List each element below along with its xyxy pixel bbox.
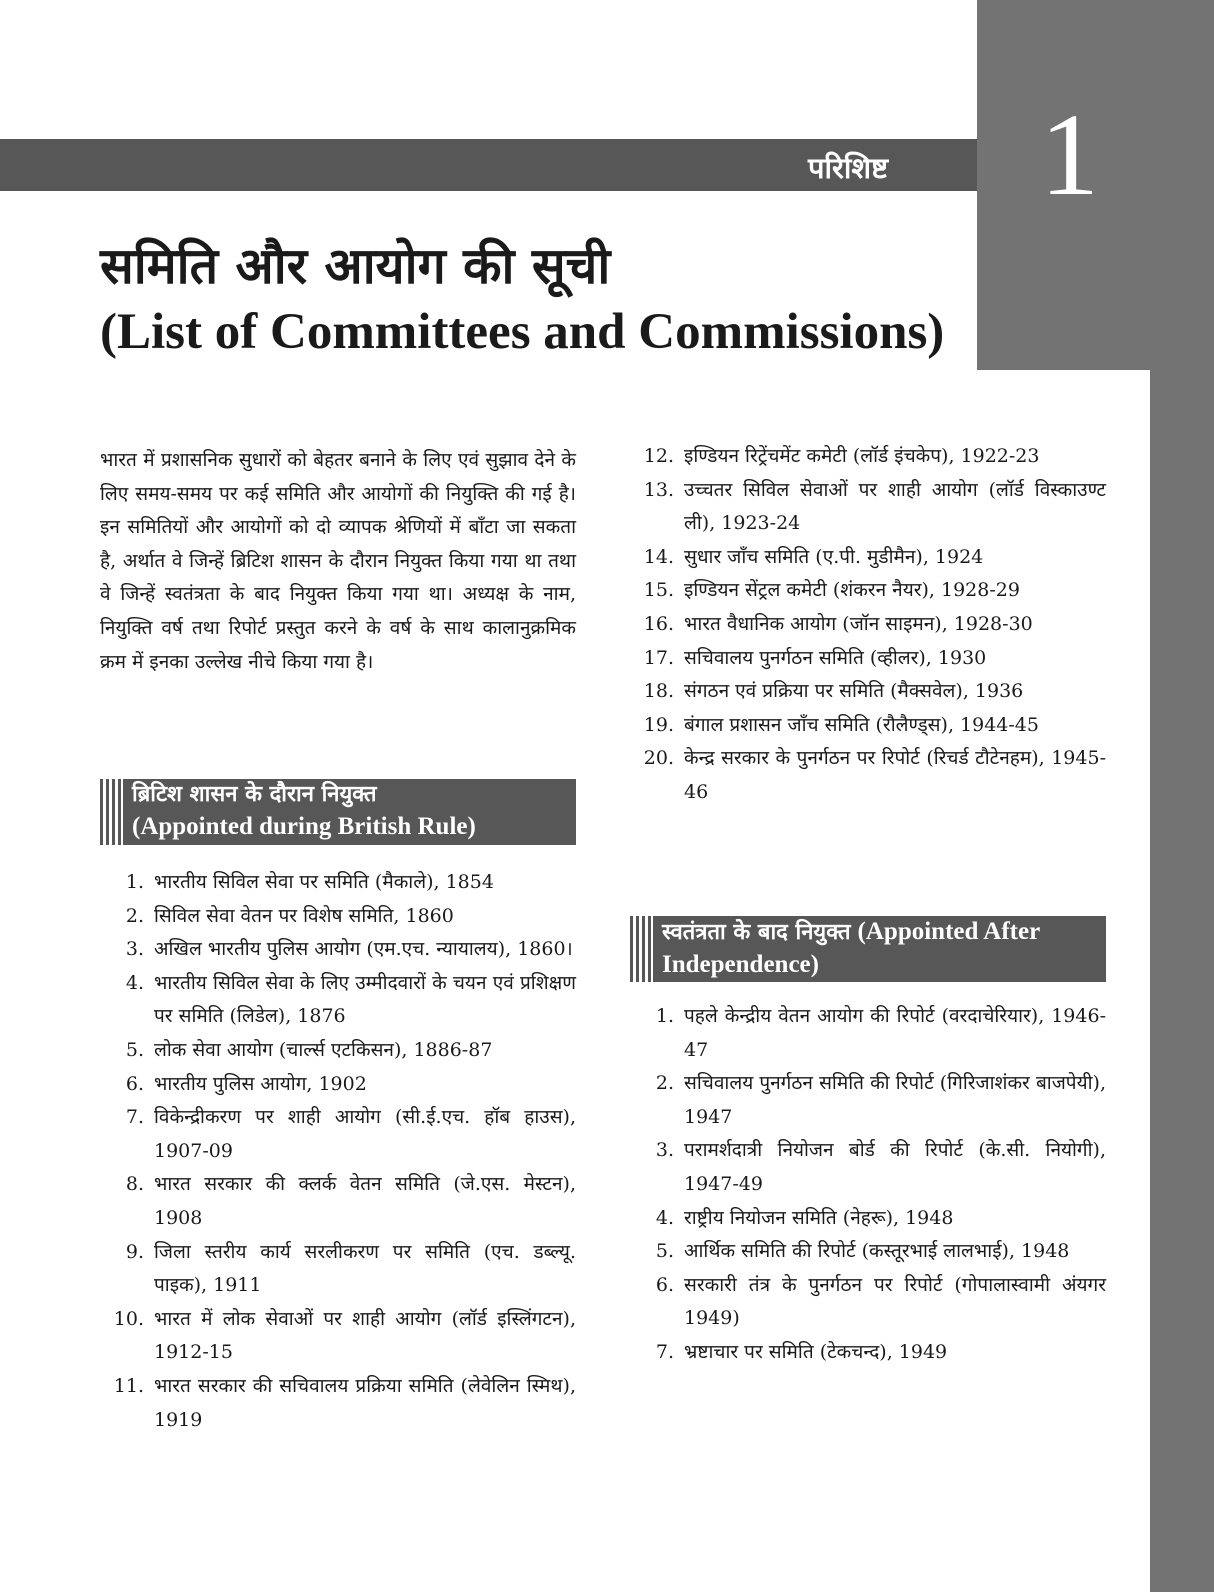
- british-rule-list-part2: [630, 440, 1106, 810]
- list-item: [630, 608, 1106, 642]
- heading-bars-decor: [633, 916, 653, 982]
- list-item-text: सुधार जाँच समिति (ए.पी. मुडीमैन), 1924: [684, 545, 984, 568]
- list-item-text: सचिवालय पुनर्गठन समिति (व्हीलर), 1930: [684, 646, 987, 669]
- list-item-number: 3.: [125, 938, 144, 961]
- list-item: [630, 642, 1106, 676]
- list-item: [630, 1134, 1106, 1201]
- list-item-number: 17.: [643, 646, 674, 669]
- list-item-number: 9.: [125, 1240, 144, 1263]
- list-item: [630, 1269, 1106, 1336]
- list-item-text: भारत सरकार की क्लर्क वेतन समिति (जे.एस. मेस्टन), 1908: [154, 1173, 576, 1229]
- list-item-text: बंगाल प्रशासन जाँच समिति (रौलैण्ड्स), 1944-45: [684, 713, 1039, 736]
- list-item-text: परामर्शदात्री नियोजन बोर्ड की रिपोर्ट (के.सी. नियोगी), 1947-49: [684, 1139, 1106, 1195]
- list-item-text: सिविल सेवा वेतन पर विशेष समिति, 1860: [154, 904, 454, 927]
- list-item-number: 5.: [125, 1038, 144, 1061]
- list-item-text: भारत वैधानिक आयोग (जॉन साइमन), 1928-30: [684, 612, 1033, 635]
- list-item: [106, 967, 576, 1034]
- list-item-text: केन्द्र सरकार के पुनर्गठन पर रिपोर्ट (रिचर्ड टौटेनहम), 1945-46: [684, 747, 1106, 803]
- side-decor-strip: [1150, 370, 1214, 1592]
- heading-bars-decor: [103, 779, 123, 845]
- list-item-number: 8.: [125, 1173, 144, 1196]
- list-item-text: भारत में लोक सेवाओं पर शाही आयोग (लॉर्ड इस्लिंगटन), 1912-15: [154, 1307, 576, 1364]
- page-title-hindi: समिति और आयोग की सूची: [100, 237, 611, 295]
- british-rule-list-part1: [106, 866, 576, 1437]
- appendix-number: 1: [1040, 89, 1099, 220]
- list-item-number: 2.: [655, 1072, 674, 1095]
- list-item-text: अखिल भारतीय पुलिस आयोग (एम.एच. न्यायालय), 1860।: [154, 938, 573, 961]
- list-item-number: 5.: [655, 1240, 674, 1263]
- list-item-text: सचिवालय पुनर्गठन समिति की रिपोर्ट (गिरिजाशंकर बाजपेयी), 1947: [684, 1072, 1106, 1128]
- list-item: [630, 474, 1106, 541]
- list-item: [106, 1370, 576, 1437]
- list-item-number: 1.: [655, 1005, 674, 1027]
- list-item-number: 11.: [113, 1374, 144, 1397]
- list-item-text: उच्चतर सिविल सेवाओं पर शाही आयोग (लॉर्ड विस्काउण्ट ली), 1923-24: [684, 478, 1106, 535]
- list-item: [106, 933, 576, 967]
- list-item-text: लोक सेवा आयोग (चार्ल्स एटकिसन), 1886-87: [154, 1038, 493, 1061]
- list-item-number: 6.: [655, 1273, 674, 1296]
- list-item-text: इण्डियन सेंट्रल कमेटी (शंकरन नैयर), 1928-29: [684, 579, 1020, 602]
- list-item-text: सरकारी तंत्र के पुनर्गठन पर रिपोर्ट (गोपालास्वामी अंयगर 1949): [684, 1273, 1106, 1330]
- list-item-text: भ्रष्टाचार पर समिति (टेकचन्द), 1949: [684, 1340, 948, 1363]
- list-item: [630, 574, 1106, 608]
- intro-paragraph: भारत में प्रशासनिक सुधारों को बेहतर बनाने के लिए एवं सुझाव देने के लिए समय-समय पर कई समिति और आयोगों की नियुक्ति की गई है। इन समितियों और आयोगों को दो व्यापक श्रेणियों में बाँटा जा सकता है, अर्थात वे जिन्हें ब्रिटिश शासन के दौरान नियुक्त किया गया था तथा वे जिन्हें स्वतंत्रता के बाद नियुक्त किया गया था। अध्यक्ष के नाम, नियुक्ति वर्ष तथा रिपोर्ट प्रस्तुत करने के वर्ष के साथ कालानुक्रमिक क्रम में इनका उल्लेख नीचे किया गया है।: [100, 449, 576, 673]
- list-item-number: 4.: [125, 971, 144, 994]
- list-item-number: 10.: [113, 1307, 144, 1330]
- section-heading-english: (Appointed After Independence): [662, 918, 1040, 978]
- list-item: [630, 1000, 1106, 1067]
- list-item-text: आर्थिक समिति की रिपोर्ट (कस्तूरभाई लालभाई), 1948: [684, 1240, 1070, 1263]
- list-item-text: भारतीय सिविल सेवा के लिए उम्मीदवारों के चयन एवं प्रशिक्षण पर समिति (लिडेल), 1876: [154, 971, 576, 1028]
- list-item-number: 19.: [643, 713, 674, 736]
- list-item: [106, 866, 576, 900]
- list-item-text: राष्ट्रीय नियोजन समिति (नेहरू), 1948: [684, 1206, 954, 1229]
- list-item: [106, 1101, 576, 1168]
- list-item-text: भारतीय सिविल सेवा पर समिति (मैकाले), 1854: [154, 871, 494, 893]
- list-item: [106, 1068, 576, 1102]
- section-heading-hindi: ब्रिटिश शासन के दौरान नियुक्त: [132, 782, 377, 807]
- list-item: [630, 709, 1106, 743]
- list-item: [630, 675, 1106, 709]
- list-item-number: 3.: [655, 1139, 674, 1162]
- list-item-number: 12.: [643, 445, 674, 467]
- list-item-text: विकेन्द्रीकरण पर शाही आयोग (सी.ई.एच. हॉब हाउस), 1907-09: [154, 1106, 576, 1162]
- list-item-number: 4.: [655, 1206, 674, 1229]
- list-item-number: 7.: [655, 1340, 674, 1363]
- appendix-label: परिशिष्ट: [808, 151, 889, 185]
- list-item-number: 7.: [125, 1106, 144, 1129]
- list-item-number: 14.: [643, 545, 674, 568]
- list-item-number: 1.: [125, 871, 144, 893]
- list-item: [630, 541, 1106, 575]
- list-item: [630, 1235, 1106, 1269]
- list-item-number: 15.: [643, 579, 674, 602]
- list-item: [106, 1303, 576, 1370]
- list-item-text: संगठन एवं प्रक्रिया पर समिति (मैक्सवेल), 1936: [684, 680, 1024, 703]
- list-item: [630, 1202, 1106, 1236]
- list-item-text: इण्डियन रिट्रेंचमेंट कमेटी (लॉर्ड इंचकेप), 1922-23: [684, 445, 1040, 467]
- list-item-number: 2.: [125, 904, 144, 927]
- section-heading-hindi: स्वतंत्रता के बाद नियुक्त: [662, 920, 851, 945]
- list-item-text: भारत सरकार की सचिवालय प्रक्रिया समिति (लेवेलिन स्मिथ), 1919: [154, 1374, 576, 1431]
- list-item: [630, 1336, 1106, 1370]
- page-title-english: (List of Committees and Commissions): [100, 304, 945, 360]
- list-item-text: पहले केन्द्रीय वेतन आयोग की रिपोर्ट (वरदाचेरियार), 1946-47: [684, 1005, 1106, 1061]
- list-item-number: 20.: [643, 747, 674, 770]
- list-item: [106, 1168, 576, 1235]
- after-independence-list: [630, 1000, 1106, 1370]
- section-heading-after-independence: [630, 916, 1106, 982]
- list-item: [106, 1034, 576, 1068]
- list-item: [106, 900, 576, 934]
- list-item-number: 16.: [643, 612, 674, 635]
- list-item: [630, 1067, 1106, 1134]
- list-item: [630, 440, 1106, 474]
- list-item: [106, 1236, 576, 1303]
- list-item-text: जिला स्तरीय कार्य सरलीकरण पर समिति (एच. डब्ल्यू. पाइक), 1911: [154, 1240, 576, 1297]
- section-heading-british-rule: [100, 779, 576, 845]
- list-item-text: भारतीय पुलिस आयोग, 1902: [154, 1072, 367, 1095]
- section-heading-english: (Appointed during British Rule): [132, 813, 476, 840]
- list-item-number: 6.: [125, 1072, 144, 1095]
- list-item-number: 18.: [643, 680, 674, 703]
- list-item: [630, 742, 1106, 809]
- list-item-number: 13.: [643, 478, 674, 501]
